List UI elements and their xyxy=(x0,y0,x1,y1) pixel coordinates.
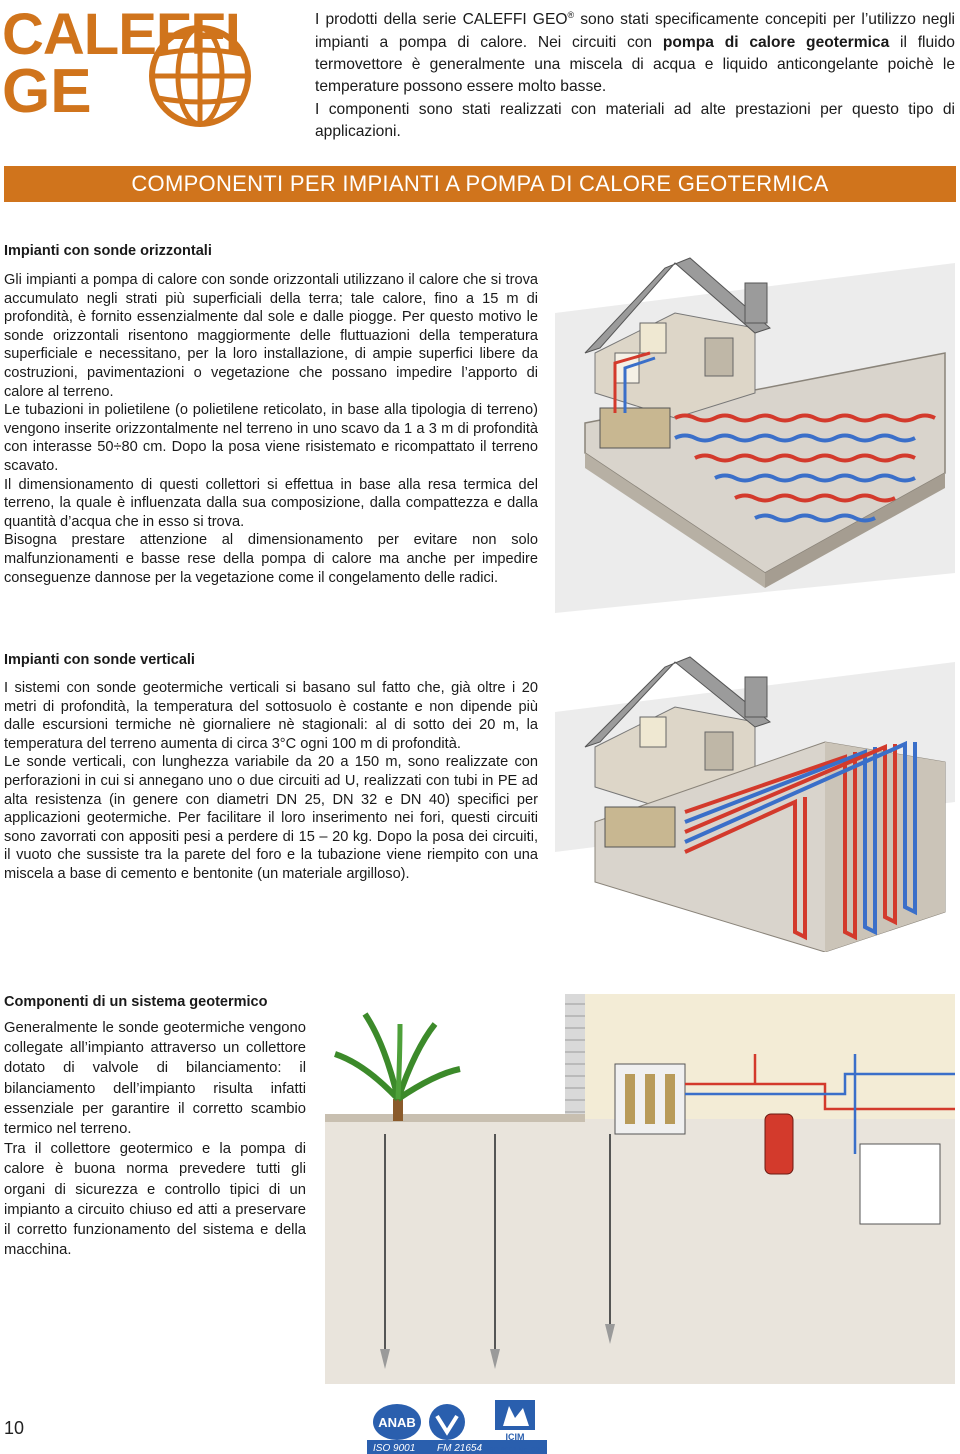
section2-paragraph: Le sonde verticali, con lunghezza variabile da 20 a 150 m, sono realizzate con perforazioni in cui si annegano uno o due circuiti ad U, realizzati con tubi in PE ad alta resistenza (in genere con diametri DN 25, DN 32 e DN 40) specifici per applicazioni geotermiche. Per facilitare il loro inserimento nei fori, questi circuiti sono zavorrati con appositi pesi a perdere di 15 – 20 kg. Dopo la posa dei circuiti, il vuoto che sussiste tra la parete del foro e la tubazione viene riempito con una miscela a base di cemento e bentonite (un materiale argilloso). xyxy=(4,754,538,882)
caleffi-geo-logo xyxy=(0,2,268,130)
section1-paragraph: Bisogna prestare attenzione al dimensionamento per evitare non solo malfunzionamenti e basse rese della pompa di calore ma anche per impedire conseguenze dannose per la vegetazione come il congelamento delle radici. xyxy=(4,532,538,586)
section2-paragraph: I sistemi con sonde geotermiche verticali si basano sul fatto che, già oltre i 20 metri di profondità, la temperatura del sottosuolo è costante e non dipende più dalle escursioni termiche nè giornaliere nè stagionali: al di sotto dei 20 m, la temperatura del terreno aumenta di circa 3°C ogni 100 m di profondità. xyxy=(4,680,538,752)
geothermal-system-schematic xyxy=(325,994,955,1384)
section1-paragraph: Il dimensionamento di questi collettori si effettua in base alla resa termica del terreno, la quale è influenzata dalla sua composizione, dalla compattezza e dalla quantità d’acqua che in esso si trova. xyxy=(4,476,538,530)
svg-text:ANAB: ANAB xyxy=(378,1415,416,1430)
logo-text-ge: GE xyxy=(2,57,92,126)
section1-body xyxy=(4,271,538,587)
intro-text xyxy=(315,4,955,144)
section1-paragraph: Le tubazioni in polietilene (o polietilene reticolato, in base alla tipologia di terreno) vengono inserite orizzontalmente nel terreno in uno scavo da 1 a 3 m di profondità con interasse 50÷80 cm. Dopo la posa viene risistemato e ricompattato il terreno scavato. xyxy=(4,402,538,474)
section-banner xyxy=(4,166,956,202)
page-number: 10 xyxy=(4,1418,25,1438)
cert-text-fm: FM 21654 xyxy=(437,1443,483,1454)
vertical-probes-illustration xyxy=(555,652,955,952)
heading-horizontal-probes: Impianti con sonde orizzontali xyxy=(4,243,212,259)
horizontal-probes-illustration xyxy=(555,243,955,613)
heading-system-components: Componenti di un sistema geotermico xyxy=(4,994,268,1010)
section1-paragraph: Gli impianti a pompa di calore con sonde orizzontali utilizzano il calore che si trova accumulato negli strati più superficiali della terra; tale calore, fino a 15 m di profondità, è fornito essenzialmente dal sole e dalle piogge. Per questo motivo le sonde orizzontali risentono maggiormente delle fluttuazioni della temperatura superficiale e necessitano, per la loro installazione, di ampie superfici libere da costruzioni, pavimentazioni o vegetazione che possano impedire l’apporto di calore al terreno. xyxy=(4,272,538,400)
logo-text-caleffi: CALEFFI xyxy=(2,2,240,67)
heading-vertical-probes: Impianti con sonde verticali xyxy=(4,652,195,668)
intro-paragraph-1: I prodotti della serie CALEFFI GEO® sono stati specificamente concepiti per l’utilizzo negli impianti a pompa di calore. Nei circuiti con pompa di calore geotermica il fluido termovettore è generalmente una miscela di acqua e liquido anticongelante poichè le temperature possono essere molto basse. xyxy=(315,10,956,96)
svg-text:ICIM: ICIM xyxy=(505,1432,525,1442)
section3-paragraph: Generalmente le sonde geotermiche vengono collegate all’impianto attraverso un collettore dotato di valvole di bilanciamento: il bilanciamento dell’impianto risulta infatti essenziale per garantire il corretto scambio termico nel terreno. xyxy=(4,1020,306,1138)
intro-paragraph-2: I componenti sono stati realizzati con materiali ad alte prestazioni per questo tipo di applicazioni. xyxy=(315,100,955,141)
globe-icon xyxy=(152,28,248,124)
banner-title: COMPONENTI PER IMPIANTI A POMPA DI CALORE GEOTERMICA xyxy=(131,171,829,196)
section3-body xyxy=(4,1018,306,1260)
icim-certification-logo xyxy=(483,1396,551,1454)
section2-body xyxy=(4,679,538,884)
cert-text-iso9001-icim: ISO 9001 No. 0003 xyxy=(487,1447,547,1454)
section3-paragraph: Tra il collettore geotermico e la pompa di calore è buona norma prevedere tutti gli organi di sicurezza e controllo tipici di un impianto a circuito chiuso ed atti a preservare il corretto funzionamento del sistema e della macchina. xyxy=(4,1141,306,1259)
cert-text-iso9001: ISO 9001 xyxy=(373,1443,416,1454)
